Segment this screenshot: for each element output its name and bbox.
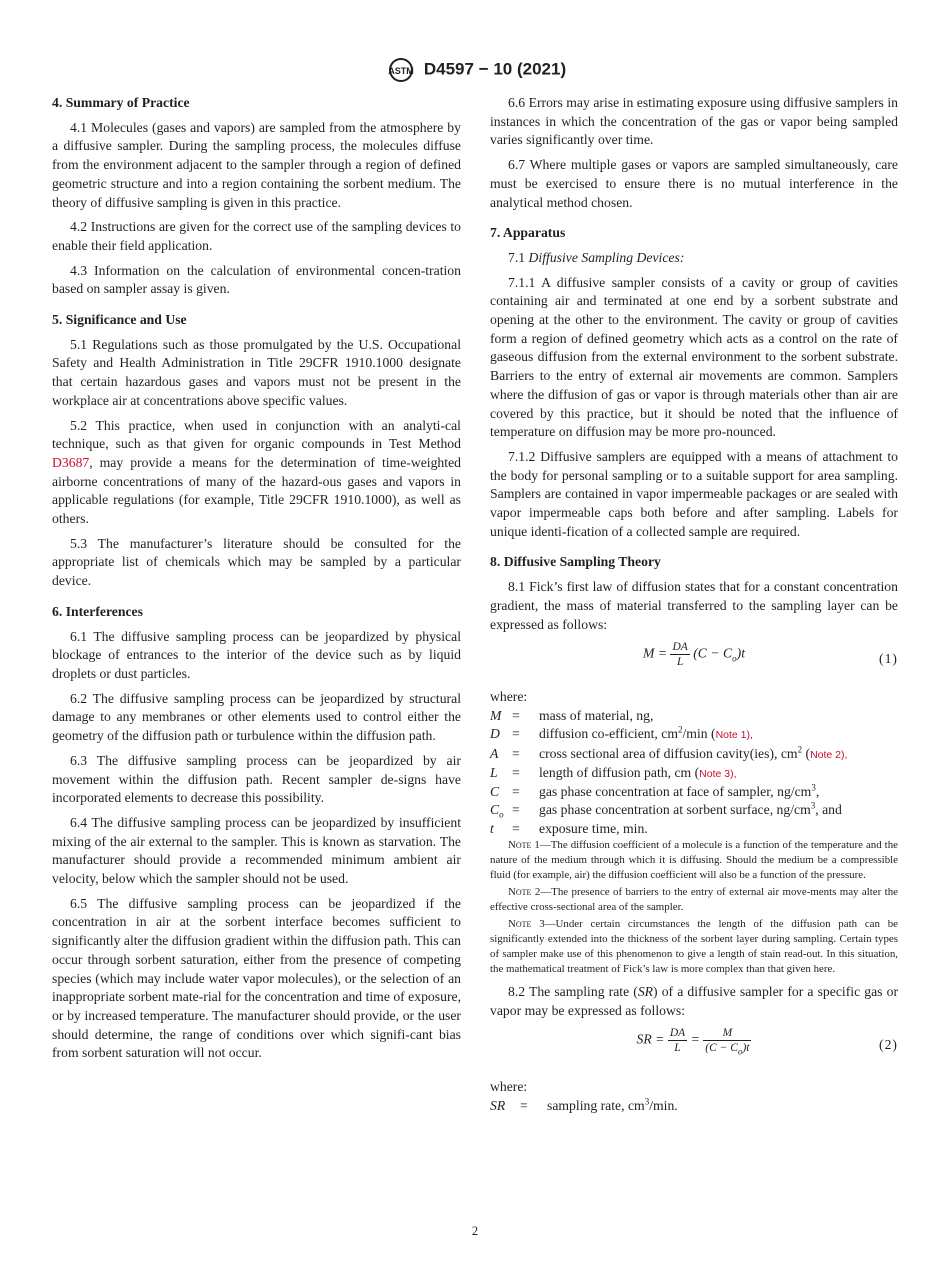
paragraph-5-2 <box>52 417 461 529</box>
section-6-heading: 6. Interferences <box>52 603 143 619</box>
eq-lhs: M = <box>642 645 668 661</box>
equation-number: (2) <box>879 1037 898 1053</box>
denominator: L <box>676 656 684 669</box>
note-2-link[interactable]: Note 2 <box>810 748 842 761</box>
equals: = <box>690 1032 700 1048</box>
paragraph-7-1-2: 7.1.2 Diffusive samplers are equipped with a means of attachment to the body for personal sampling or to a suitable support for area sampling. Samplers are contained in vapor impermeable packages or are sealed with vapor impermeable caps both before and after sampling. Labels for unique identi-fication of a collected sample are required. <box>490 448 898 539</box>
definition-text <box>539 745 898 764</box>
eq-rhs: )t <box>736 645 746 661</box>
definition-text <box>539 783 898 801</box>
paragraph-6-6: 6.6 Errors may arise in estimating exposure using diffusive samplers in instances in which the concentration of the gas or vapor being sampled varies significantly over time. <box>490 95 898 148</box>
subscript: o <box>737 1046 743 1057</box>
numerator: DA <box>669 1027 686 1040</box>
text: ), <box>730 767 737 780</box>
paragraph-6-1: 6.1 The diffusive sampling process can be jeopardized by physical blockage of entrances to the interior of the device such as by liquid droplets or dust particles. <box>52 628 461 681</box>
definition-text: mass of material, ng, <box>539 707 654 723</box>
text: /min. <box>649 1098 678 1114</box>
definition-text <box>539 725 898 744</box>
definition-l <box>490 764 898 783</box>
text: , <box>815 784 820 800</box>
fraction <box>668 1026 687 1055</box>
text: gas phase concentration at face of sampler, ng/cm <box>539 784 812 800</box>
paragraph-6-3: 6.3 The diffusive sampling process can be jeopardized by air movement within the diffusion path. Recent sampler de-signs have incorporated elements to decrease this possibility. <box>52 752 461 806</box>
note-text: —The presence of barriers to the entry of external air move-ments may alter the effective cross-sectional area of the sampler. <box>490 886 898 914</box>
note-1-link[interactable]: Note 1 <box>715 729 747 742</box>
where-label: where: <box>490 689 528 705</box>
superscript: 3 <box>644 1096 650 1107</box>
text: ( <box>802 745 811 761</box>
superscript: 2 <box>797 744 803 755</box>
equals: = <box>512 745 520 761</box>
text: 5.2 This practice, when used in conjunction with an analyti-cal technique, such as that given for organic compounds in Test Method <box>52 417 461 452</box>
text: ), <box>746 729 753 742</box>
paragraph-6-5: 6.5 The diffusive sampling process can be jeopardized if the concentration in air at the sorbent interface becomes sufficient to significantly alter the diffusion gradient within the diffusion path. This can occur through sorbent saturation, either from the presence of competing species (which may include water vapor molecules), or the selection of an inappropriate sorbent mate-rial for the concentration and time of exposure, or by increased temperature. The manufacturer should provide, or the user should determine, the range of conditions over which signifi-cant bias from sorbent saturation will not occur. <box>52 895 461 1061</box>
equation-1 <box>490 640 898 680</box>
text: C <box>490 802 500 818</box>
definition-t <box>490 820 898 838</box>
text: (C − C <box>705 1042 738 1055</box>
paragraph-4-2: 4.2 Instructions are given for the correct use of the sampling devices to enable their field application. <box>52 219 461 253</box>
symbol: D <box>490 726 500 742</box>
subscript: o <box>732 653 737 664</box>
equals: = <box>512 726 520 742</box>
section-5-heading: 5. Significance and Use <box>52 312 187 328</box>
equals: = <box>512 764 520 780</box>
equals: = <box>512 820 520 836</box>
note-text: —Under certain circumstances the length of the diffusion path can be significantly extended into the thickness of the sorbent layer during sampling. Certain types of sampler make use of this phenomenon to give a length of stain read-out. In this situation, the mathematical treatment of Fick’s law is more complex than that given here. <box>490 918 898 976</box>
eq-rhs: (C − C <box>693 645 733 661</box>
svg-text:ASTM: ASTM <box>388 66 414 76</box>
text: , and <box>815 802 842 818</box>
symbol: A <box>490 745 499 761</box>
astm-logo-icon <box>384 57 418 83</box>
definition-sr <box>490 1097 898 1115</box>
text: ) of a diffusive sampler for a specific gas or vapor may be expressed as follows: <box>490 984 899 1018</box>
paragraph-8-2 <box>490 983 898 1020</box>
d3687-link[interactable]: D3687 <box>52 454 90 470</box>
paragraph-6-4: 6.4 The diffusive sampling process can be jeopardized by insufficient mixing of the air external to the sampler. This is known as starvation. The manufacturer should provide a recommended minimum ambient air velocity, below which the sampler should not be used. <box>52 814 461 887</box>
definition-a <box>490 745 898 764</box>
paragraph-4-3: 4.3 Information on the calculation of environmental concen-tration based on sampler assay is given. <box>52 262 461 297</box>
definition-text <box>547 1097 898 1115</box>
equation-2 <box>490 1026 898 1070</box>
denominator <box>703 1041 751 1055</box>
text: 7.1 <box>508 249 529 265</box>
definition-co <box>490 801 898 819</box>
superscript: 2 <box>678 724 683 735</box>
symbol: M <box>490 707 502 723</box>
equals: = <box>512 802 520 818</box>
note-label: Note 3 <box>508 918 545 931</box>
definition-d <box>490 725 898 744</box>
note-text: —The diffusion coefficient of a molecule is a function of the temperature and the nature of the medium through which it is diffusing. Should the medium be a compressible fluid (for example, air) the diffusion coefficient will also be a function of the pressure. <box>490 839 898 882</box>
page-header <box>0 57 950 83</box>
paragraph-8-1: 8.1 Fick’s first law of diffusion states that for a constant concentration gradient, the mass of material transferred to the sampling layer can be expressed as follows: <box>490 579 898 632</box>
numerator: DA <box>672 641 688 654</box>
text: sampling rate, cm <box>547 1098 645 1114</box>
fraction <box>703 1026 751 1055</box>
right-column <box>490 94 898 1115</box>
definition-list <box>490 707 898 838</box>
fraction <box>670 640 689 669</box>
note-2 <box>490 885 898 915</box>
text: diffusion co-efficient, cm <box>539 726 678 742</box>
left-column <box>52 94 461 1069</box>
note-3-link[interactable]: Note 3 <box>699 767 731 780</box>
definition-text: exposure time, min. <box>539 820 648 836</box>
equation-number: (1) <box>879 651 898 667</box>
paragraph-7-1 <box>490 249 898 268</box>
paragraph-4-1: 4.1 Molecules (gases and vapors) are sampled from the atmosphere by a diffusive sampler. During the sampling process, the molecules diffuse from the environment adjacent to the sampler through a region of defined geometric structure and into a region containing the sorbent medium. The theory of diffusive sampling is given in this practice. <box>52 119 461 210</box>
document-designation: D4597 − 10 (2021) <box>423 59 567 79</box>
definition-text <box>539 764 898 783</box>
page-number: 2 <box>471 1224 479 1238</box>
paragraph-7-1-1: 7.1.1 A diffusive sampler consists of a cavity or group of cavities containing air and terminated at one end by a sorbent substrate and opening at the other to the environment. The cavity or group of cavities form a region of defined geometry which acts as a control on the rate of gaseous diffusion from the external environment to the sorbent substrate. Barriers to the entry of external air movements are common. Samplers where the diffusion of gas or vapor is through materials other than air are covered by this practice, but it should be noted that the influence of temperature on diffusion may be more pro-nounced. <box>490 274 898 440</box>
note-label: Note 1 <box>508 839 540 852</box>
equals: = <box>520 1098 528 1114</box>
text: 8.2 The sampling rate ( <box>508 984 638 1000</box>
note-label: Note 2 <box>508 886 541 899</box>
symbol: C <box>490 784 500 800</box>
text: gas phase concentration at sorbent surface, ng/cm <box>539 802 811 818</box>
paragraph-5-3: 5.3 The manufacturer’s literature should be consulted for the appropriate list of chemicals which may be sampled by a particular device. <box>52 535 461 589</box>
definition-c <box>490 783 898 801</box>
text: cross sectional area of diffusion cavity(ies), cm <box>539 745 798 761</box>
symbol: t <box>490 820 494 836</box>
text: /min ( <box>682 726 716 742</box>
superscript: 3 <box>811 782 816 793</box>
paragraph-6-7: 6.7 Where multiple gases or vapors are sampled simultaneously, care must be exercised to ensure there is no mutual interference in the analytical method chosen. <box>490 157 898 210</box>
paragraph-6-2: 6.2 The diffusive sampling process can be jeopardized by structural damage to any membranes or other elements used to control either the geometry of the diffusion path or turbulence within the diffusion path. <box>52 690 461 744</box>
symbol: SR <box>637 984 654 1000</box>
text: length of diffusion path, cm ( <box>539 764 700 780</box>
section-8-heading: 8. Diffusive Sampling Theory <box>490 554 661 570</box>
symbol <box>490 801 512 819</box>
eq-lhs: SR = <box>636 1032 665 1048</box>
where-label: where: <box>490 1079 528 1095</box>
note-3 <box>490 917 898 977</box>
definition-text <box>539 801 898 819</box>
text: )t <box>742 1042 750 1055</box>
symbol: L <box>490 764 498 780</box>
text: ), <box>841 748 848 761</box>
subscript: o <box>499 810 504 821</box>
note-1 <box>490 838 898 883</box>
superscript: 3 <box>810 800 816 811</box>
equals: = <box>512 784 520 800</box>
section-4-heading: 4. Summary of Practice <box>52 95 190 110</box>
paragraph-5-1: 5.1 Regulations such as those promulgated by the U.S. Occupational Safety and Health Administration in Title 29CFR 1910.1000 designate that certain hazardous gases and vapors must not be present in the workplace air at concentrations above specific values. <box>52 336 461 408</box>
equals: = <box>512 707 520 723</box>
numerator: M <box>703 1026 751 1041</box>
text: , may provide a means for the determination of time-weighted airborne concentrations of many of the hazard-ous gases and vapors in applicable regulations (for example, Title 29CFR 1910.1000), as well as others. <box>52 454 461 527</box>
section-7-heading: 7. Apparatus <box>490 225 566 241</box>
subsection-title: Diffusive Sampling Devices: <box>528 249 685 265</box>
symbol: SR <box>490 1098 506 1114</box>
definition-m <box>490 707 898 725</box>
denominator: L <box>674 1042 681 1055</box>
